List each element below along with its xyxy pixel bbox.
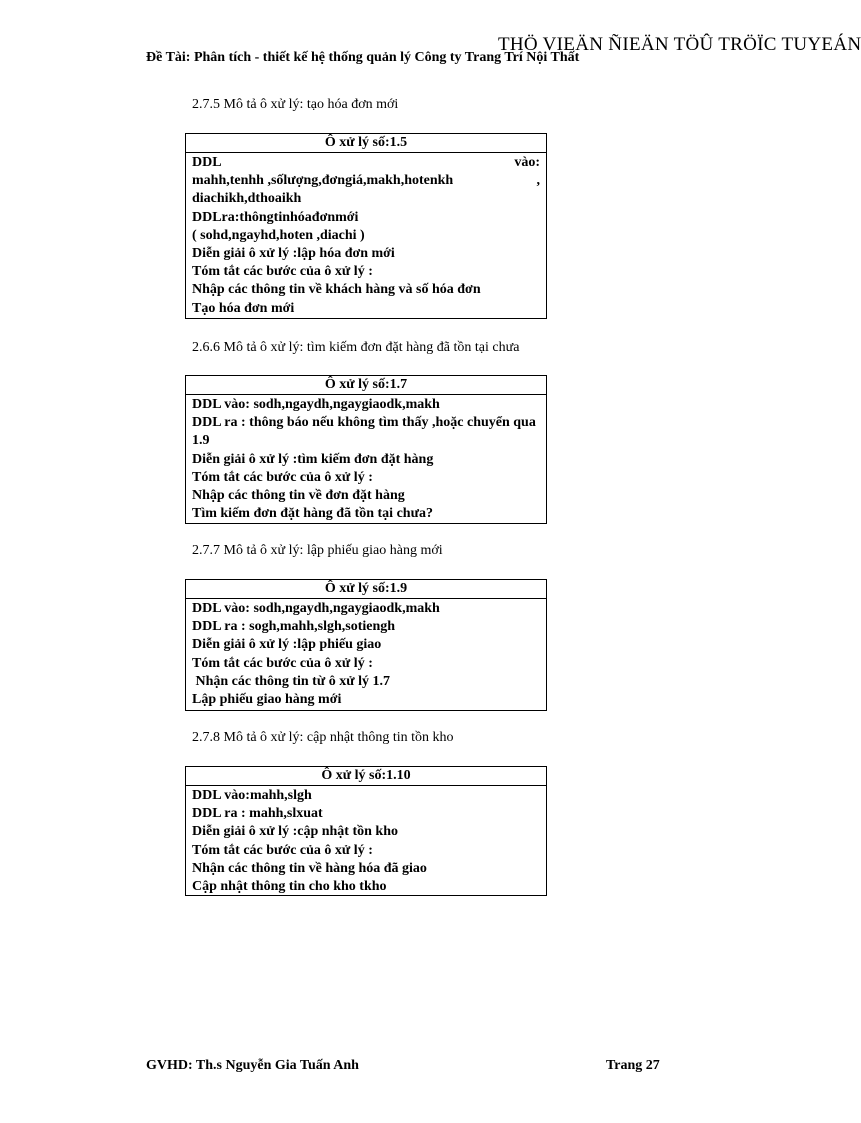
section-caption-1-9: 2.7.7 Mô tả ô xử lý: lập phiếu giao hàng mới <box>192 543 443 558</box>
section-caption-1-10: 2.7.8 Mô tả ô xử lý: cập nhật thông tin tồn kho <box>192 730 454 745</box>
box-line: DDL vào: sodh,ngaydh,ngaygiaodk,makh <box>192 397 440 412</box>
process-box-title: Ô xử lý số:1.10 <box>186 767 546 786</box>
box-line: diachikh,dthoaikh <box>192 191 302 207</box>
process-box-1-10 <box>185 766 547 896</box>
ddl-fields-text: mahh,tenhh ,sốlượng,đơngiá,makh,hotenkh <box>192 173 454 189</box>
box-line: Tóm tắt các bước của ô xử lý : <box>192 264 373 280</box>
box-line: DDL ra : mahh,slxuat <box>192 806 323 822</box>
process-box-body <box>186 786 546 897</box>
box-line: Nhận các thông tin từ ô xử lý 1.7 <box>192 673 391 689</box>
footer-page-number: Trang 27 <box>606 1058 660 1073</box>
box-line: Tìm kiếm đơn đặt hàng đã tồn tại chưa? <box>192 506 433 522</box>
watermark-text: THÖ VIEÄN ÑIEÄN TÖÛ TRÖÏC TUYEÁN <box>498 34 861 55</box>
ddl-direction: vào: <box>514 155 540 170</box>
box-line: ( sohd,ngayhd,hoten ,diachi ) <box>192 227 365 243</box>
box-line: Nhập các thông tin về khách hàng và số hóa đơn <box>192 282 481 298</box>
box-line: Diễn giải ô xử lý :lập hóa đơn mới <box>192 246 395 262</box>
box-line: DDL vào: sodh,ngaydh,ngaygiaodk,makh <box>192 601 440 616</box>
ddl-input-line <box>192 154 540 172</box>
process-box-1-5 <box>185 133 547 319</box>
box-line: Tạo hóa đơn mới <box>192 300 295 316</box>
box-line: Tóm tắt các bước của ô xử lý : <box>192 655 373 671</box>
process-box-1-7 <box>185 375 547 524</box>
document-header: Đề Tài: Phân tích - thiết kế hệ thống quản lý Công ty Trang Trí Nội Thất <box>146 50 580 65</box>
box-line: Tóm tắt các bước của ô xử lý : <box>192 469 373 485</box>
process-box-title: Ô xử lý số:1.5 <box>186 134 546 153</box>
footer-advisor: GVHD: Th.s Nguyễn Gia Tuấn Anh <box>146 1058 359 1073</box>
section-caption-1-7: 2.6.6 Mô tả ô xử lý: tìm kiếm đơn đặt hàng đã tồn tại chưa <box>192 340 520 355</box>
ddl-fields-comma: , <box>536 173 540 189</box>
box-line: DDLra:thôngtinhóađơnmới <box>192 209 359 225</box>
box-line: DDL vào:mahh,slgh <box>192 788 312 803</box>
box-line: Lập phiếu giao hàng mới <box>192 692 342 708</box>
process-box-title: Ô xử lý số:1.9 <box>186 580 546 599</box>
box-line: Diễn giải ô xử lý :tìm kiếm đơn đặt hàng <box>192 451 434 467</box>
box-line: Tóm tắt các bước của ô xử lý : <box>192 842 373 858</box>
process-box-body <box>186 599 546 710</box>
process-box-1-9 <box>185 579 547 711</box>
process-box-title: Ô xử lý số:1.7 <box>186 376 546 395</box>
box-line: DDL ra : thông báo nếu không tìm thấy ,hoặc chuyển qua 1.9 <box>192 415 536 449</box>
box-line: Diễn giải ô xử lý :cập nhật tồn kho <box>192 824 398 840</box>
ddl-label: DDL <box>192 155 222 170</box>
box-line: Cập nhật thông tin cho kho tkho <box>192 879 387 895</box>
box-line: Diễn giải ô xử lý :lập phiếu giao <box>192 637 382 653</box>
box-line: DDL ra : sogh,mahh,slgh,sotiengh <box>192 619 396 635</box>
ddl-input-fields <box>192 172 540 190</box>
section-caption-1-5: 2.7.5 Mô tả ô xử lý: tạo hóa đơn mới <box>192 97 399 112</box>
process-box-body <box>186 153 546 319</box>
box-line: Nhận các thông tin về hàng hóa đã giao <box>192 860 427 876</box>
box-line: Nhập các thông tin về đơn đặt hàng <box>192 488 405 504</box>
process-box-body <box>186 395 546 524</box>
